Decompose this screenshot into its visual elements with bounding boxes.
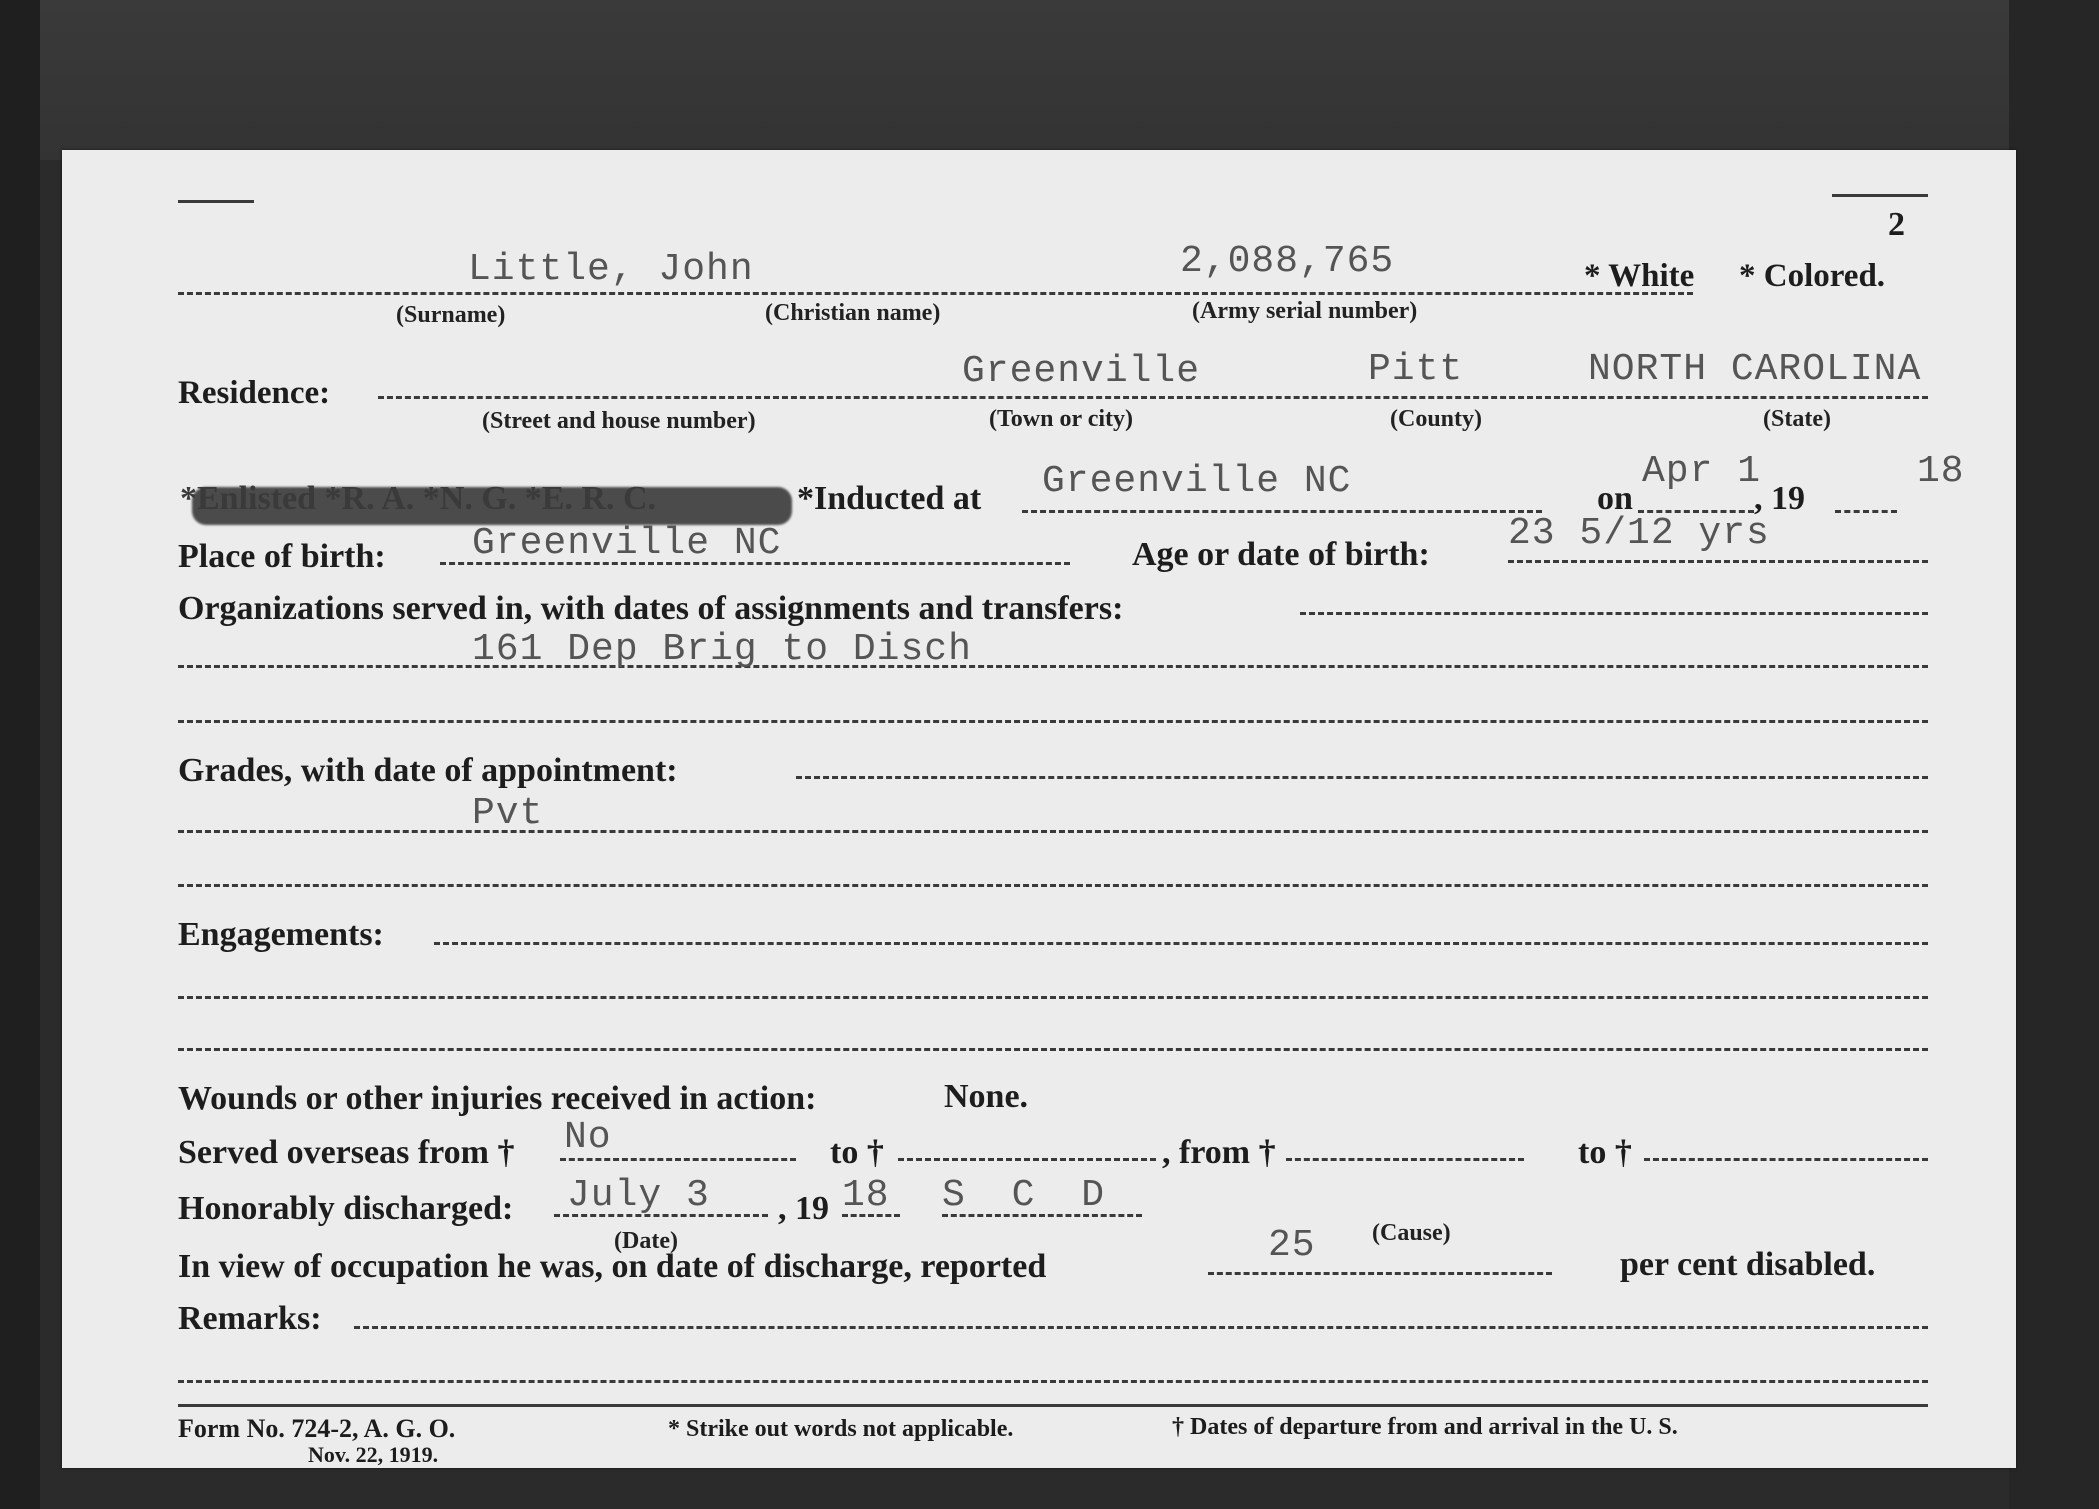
- grades-line-3: [178, 884, 1928, 887]
- inducted-year-value: 18: [1917, 450, 1965, 493]
- name-line: [178, 292, 1693, 295]
- overseas-to-line-2: [1644, 1158, 1928, 1161]
- christian-name-caption: (Christian name): [765, 300, 941, 326]
- remarks-label: Remarks:: [178, 1300, 322, 1337]
- scanner-background-left: [0, 0, 40, 1509]
- surname-caption: (Surname): [396, 302, 506, 328]
- serial-value: 2,088,765: [1180, 240, 1395, 283]
- discharge-year-line: [842, 1214, 900, 1217]
- remarks-line-1: [354, 1326, 1928, 1329]
- overseas-to-label-2: to †: [1578, 1134, 1632, 1171]
- grades-line-1: [796, 776, 1928, 779]
- organizations-line-1: [1300, 612, 1928, 615]
- wounds-value: None.: [944, 1078, 1029, 1115]
- footer-rule: [178, 1404, 1928, 1407]
- engagements-label: Engagements:: [178, 916, 384, 953]
- grades-value: Pvt: [472, 792, 544, 835]
- race-colored: * Colored.: [1739, 258, 1886, 294]
- inducted-at-line: [1022, 510, 1542, 513]
- form-date: Nov. 22, 1919.: [308, 1442, 439, 1467]
- date-caption: (Date): [614, 1228, 678, 1254]
- discharge-year-value: 18: [842, 1174, 890, 1217]
- top-right-rule: [1832, 194, 1928, 197]
- inducted-at-value: Greenville NC: [1042, 460, 1352, 503]
- served-overseas-label: Served overseas from †: [178, 1134, 515, 1171]
- disability-percent-value: 25: [1268, 1224, 1316, 1267]
- overseas-to-line-1: [898, 1158, 1156, 1161]
- grades-label: Grades, with date of appointment:: [178, 752, 678, 789]
- scanner-background-top: [0, 0, 2099, 160]
- discharge-date-value: July 3: [567, 1174, 710, 1217]
- county-caption: (County): [1390, 406, 1483, 432]
- residence-county: Pitt: [1368, 348, 1464, 391]
- page-number: 2: [1888, 206, 1905, 243]
- engagements-line-3: [178, 1048, 1928, 1051]
- discharge-cause-value: S C D: [942, 1174, 1117, 1217]
- residence-town: Greenville: [962, 350, 1201, 393]
- scanner-background-right: [2009, 0, 2099, 1509]
- inducted-date-value: Apr 1: [1642, 450, 1762, 493]
- discharged-label: Honorably discharged:: [178, 1190, 514, 1227]
- inducted-year-line: [1835, 510, 1897, 513]
- residence-label: Residence:: [178, 375, 331, 411]
- overseas-from-line-2: [1286, 1158, 1524, 1161]
- occupation-label: In view of occupation he was, on date of discharge, reported: [178, 1248, 1047, 1285]
- wounds-label: Wounds or other injuries received in action:: [178, 1080, 817, 1117]
- race-white: * White: [1584, 258, 1695, 294]
- age-label: Age or date of birth:: [1132, 536, 1430, 573]
- organizations-line-2: [178, 665, 1928, 668]
- enlisted-struck-label: *Enlisted *R. A. *N. G. *E. R. C.: [180, 480, 657, 517]
- state-caption: (State): [1763, 406, 1831, 432]
- per-cent-label: per cent disabled.: [1620, 1246, 1876, 1283]
- cause-caption: (Cause): [1372, 1220, 1451, 1246]
- engagements-line-2: [178, 996, 1928, 999]
- organizations-value: 161 Dep Brig to Disch: [472, 628, 972, 671]
- grades-line-2: [178, 830, 1928, 833]
- form-number: Form No. 724-2, A. G. O.: [178, 1414, 456, 1443]
- place-of-birth-value: Greenville NC: [472, 522, 782, 565]
- inducted-at-label: *Inducted at: [797, 480, 982, 517]
- place-of-birth-label: Place of birth:: [178, 538, 386, 575]
- age-value: 23 5/12 yrs: [1508, 512, 1770, 555]
- age-line: [1508, 560, 1928, 563]
- organizations-line-3: [178, 720, 1928, 723]
- on-label: on: [1597, 480, 1633, 517]
- serial-caption: (Army serial number): [1192, 298, 1418, 324]
- engagements-line-1: [434, 942, 1928, 945]
- residence-line: [378, 396, 1928, 399]
- overseas-to-label-1: to †: [830, 1134, 884, 1171]
- dates-note: † Dates of departure from and arrival in the U. S.: [1172, 1414, 1678, 1440]
- service-record-card: [62, 150, 2016, 1468]
- overseas-from-label-2: , from †: [1162, 1134, 1276, 1171]
- year-prefix: , 19: [1754, 480, 1805, 517]
- street-caption: (Street and house number): [482, 408, 756, 434]
- remarks-line-2: [178, 1380, 1928, 1383]
- name-value: Little, John: [468, 248, 754, 291]
- discharge-year-prefix: , 19: [778, 1190, 829, 1227]
- strike-note: * Strike out words not applicable.: [668, 1416, 1014, 1442]
- town-caption: (Town or city): [989, 406, 1133, 432]
- overseas-from-value: No: [564, 1116, 612, 1159]
- organizations-label: Organizations served in, with dates of assignments and transfers:: [178, 590, 1124, 627]
- disability-line: [1208, 1272, 1552, 1275]
- residence-state: NORTH CAROLINA: [1588, 348, 1922, 391]
- top-left-rule: [178, 200, 254, 203]
